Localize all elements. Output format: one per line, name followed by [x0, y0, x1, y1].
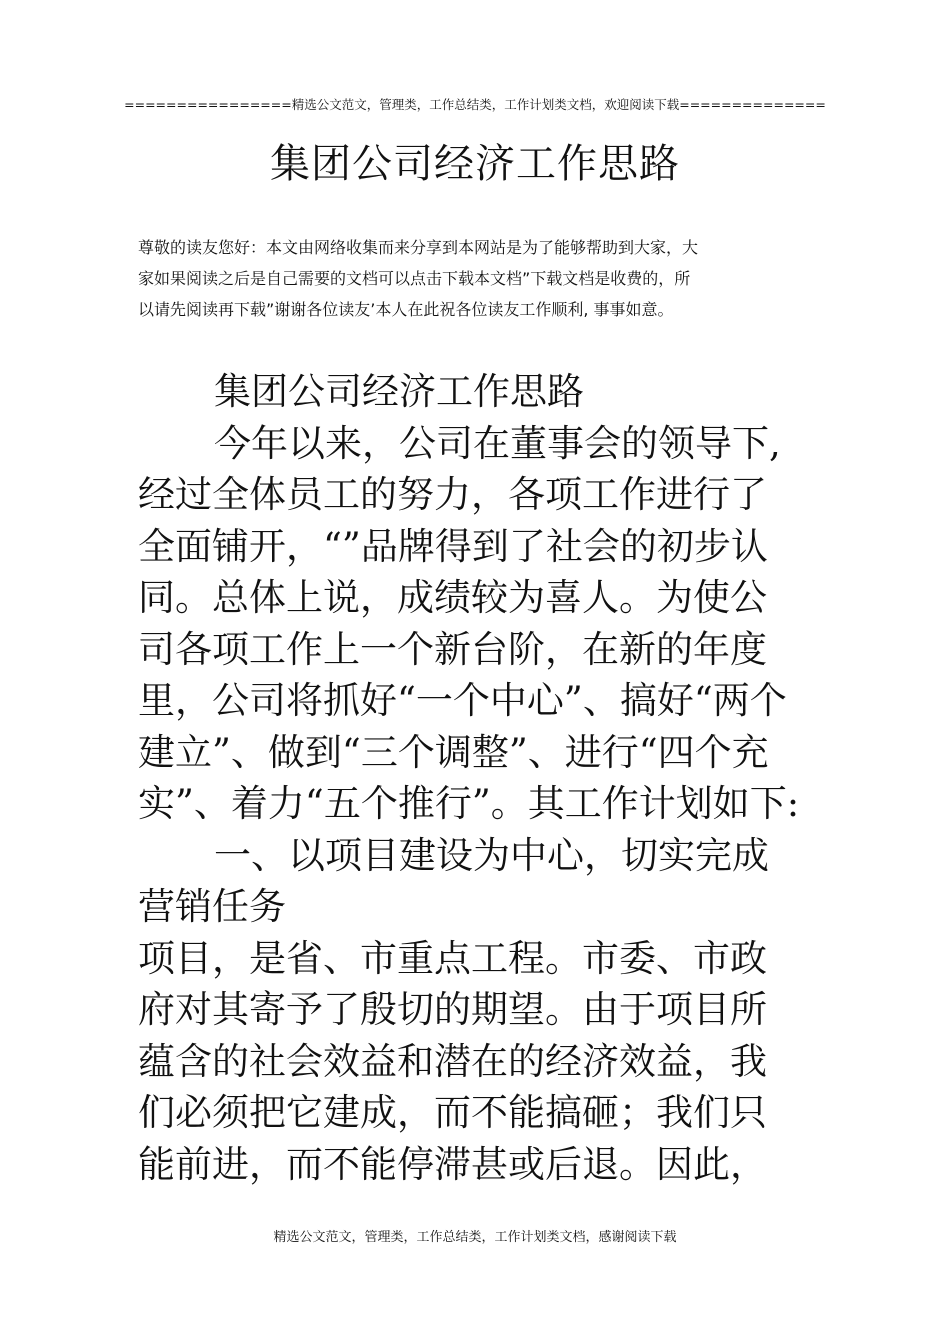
body-line: 项目，是省、市重点工程。市委、市政: [138, 936, 767, 980]
notice-line: 家如果阅读之后是自己需要的文档可以点击下载本文档”下载文档是收费的，所: [138, 269, 691, 288]
body-line: 里，公司将抓好“一个中心”、搞好“两个: [138, 679, 787, 722]
body-line: 经过全体员工的努力，各项工作进行了: [138, 473, 767, 516]
body-line: 能前进，而不能停滞甚或后退。因此，: [138, 1142, 767, 1186]
body-line: 府对其寄予了殷切的期望。由于项目所: [138, 988, 767, 1031]
body-line: 同。总体上说，成绩较为喜人。为使公: [138, 576, 767, 619]
body-line: 全面铺开，“”品牌得到了社会的初步认: [138, 524, 768, 568]
body-line: 今年以来，公司在董事会的领导下,: [214, 421, 781, 465]
notice-line: 以请先阅读再下载”谢谢各位读友’本人在此祝各位读友工作顺利, 事事如意。: [138, 300, 674, 319]
reader-notice: [138, 232, 818, 325]
section-heading-cont: 营销任务: [138, 885, 286, 928]
section-heading: 一、以项目建设为中心，切实完成: [214, 833, 769, 877]
footer-banner: 精选公文范文，管理类，工作总结类，工作计划类文档，感谢阅读下载: [273, 1230, 677, 1245]
notice-line: 尊敬的读友您好：本文由网络收集而来分享到本网站是为了能够帮助到大家，大: [138, 238, 699, 257]
body-heading: 集团公司经济工作思路: [214, 370, 584, 413]
body-line: 蕴含的社会效益和潜在的经济效益，我: [138, 1039, 767, 1083]
document-body: [138, 366, 828, 1190]
body-line: 建立”、做到“三个调整”、进行“四个充: [138, 730, 769, 774]
document-title: 集团公司经济工作思路: [270, 141, 680, 187]
body-line: 实”、着力“五个推行”。其工作计划如下:: [138, 782, 800, 825]
header-banner: ================精选公文范文，管理类，工作总结类，工作计划类文档，欢迎阅读下载==============: [124, 97, 826, 112]
body-line: 司各项工作上一个新台阶，在新的年度: [138, 627, 767, 671]
body-line: 们必须把它建成，而不能搞砸；我们只: [138, 1091, 767, 1134]
